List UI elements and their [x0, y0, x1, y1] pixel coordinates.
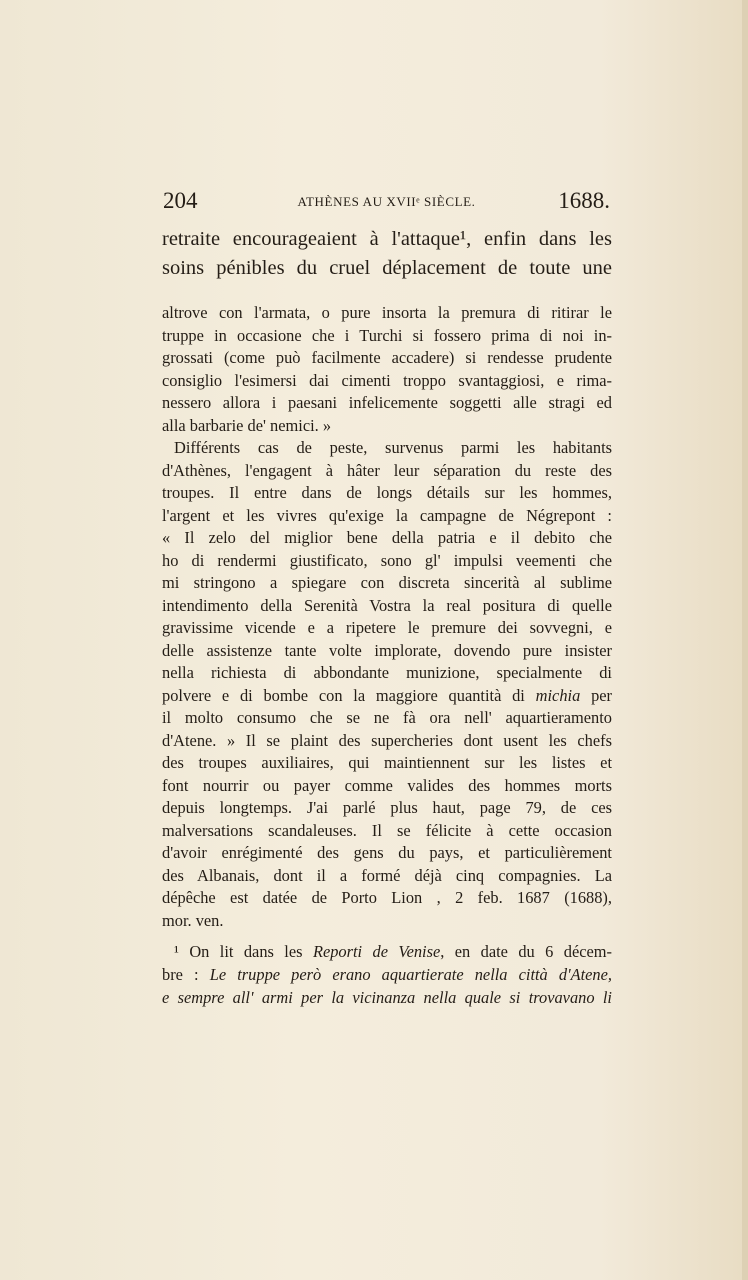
body-line: Différents cas de peste, survenus parmi les habitants	[174, 438, 612, 457]
body-line	[162, 685, 612, 708]
body-line: delle assistenze tante volte implorate, dovendo pure insister	[162, 640, 612, 660]
body-line: des Albanais, dont il a formé déjà cinq compagnies. La	[162, 865, 612, 885]
body-line-end: per	[591, 685, 612, 705]
body-line: alla barbarie de' nemici. »	[162, 415, 332, 435]
body-line: truppe in occasione che i Turchi si fossero prima di noi in-	[162, 325, 612, 345]
footnote-line	[162, 940, 612, 963]
body-line: « Il zelo del miglior bene della patria e il debito che	[162, 528, 612, 547]
body-line: font nourrir ou payer comme valides des hommes morts	[162, 775, 612, 795]
footnote-italic: Reporti de Venise	[312, 942, 441, 961]
running-title: ATHÈNES AU XVIIᵉ SIÈCLE.	[297, 194, 476, 209]
footnote	[162, 940, 612, 1009]
body-line: l'argent et les vivres qu'exige la campagne de Négrepont :	[162, 505, 612, 525]
body-line: intendimento della Serenità Vostra la real positura di quelle	[162, 595, 612, 615]
running-header	[163, 188, 610, 218]
body-line: consiglio l'esimersi dai cimenti troppo svantaggiosi, e rima-	[162, 370, 612, 390]
main-text-line: soins pénibles du cruel déplacement de toute une	[162, 257, 612, 279]
body-line: il molto consumo che se ne fà ora nell' aquartieramento	[162, 708, 612, 727]
body-line: d'Atene. » Il se plaint des supercheries dont usent les chefs	[162, 730, 612, 750]
body-line: des troupes auxiliaires, qui maintiennent sur les listes et	[162, 753, 612, 772]
body-line: d'avoir enrégimenté des gens du pays, et particulièrement	[162, 843, 612, 862]
footnote-line	[162, 986, 612, 1009]
page-edge	[742, 0, 748, 1280]
body-line: dépêche est datée de Porto Lion , 2 feb. 1687 (1688),	[162, 888, 612, 907]
footnote-text: bre :	[162, 965, 199, 984]
footnote-italic: Le truppe però erano aquartierate nella città d'Atene,	[209, 965, 612, 984]
body-line: nessero allora i paesani infelicemente soggetti alle stragi ed	[162, 393, 612, 412]
body-line: malversations scandaleuses. Il se félicite à cette occasion	[162, 820, 612, 840]
header-year: 1688.	[558, 188, 610, 213]
footnote-text: , en date du 6 décem-	[440, 942, 612, 961]
body-line: mi stringono a spiegare con discreta sincerità al sublime	[162, 573, 612, 592]
body-line: d'Athènes, l'engagent à hâter leur séparation du reste des	[162, 460, 612, 480]
body-line-start: polvere e di bombe con la maggiore quantità di	[162, 685, 525, 705]
page-number: 204	[163, 188, 198, 213]
body-line: troupes. Il entre dans de longs détails sur les hommes,	[162, 483, 612, 502]
body-line: grossati (come può facilmente accadere) si rendesse prudente	[162, 348, 612, 367]
quoted-body-text	[162, 302, 612, 932]
body-line: gravissime vicende e a ripetere le premure dei sovvegni, e	[162, 618, 612, 637]
italic-word: michia	[535, 685, 581, 705]
footnote-line	[162, 963, 612, 986]
body-line: nella richiesta di abbondante munizione, specialmente di	[162, 663, 612, 682]
body-line: altrove con l'armata, o pure insorta la premura di ritirar le	[162, 303, 612, 322]
main-text	[162, 225, 612, 283]
body-line: depuis longtemps. J'ai parlé plus haut, page 79, de ces	[162, 798, 612, 817]
main-text-line: retraite encourageaient à l'attaque¹, enfin dans les	[162, 228, 612, 250]
footnote-text: On lit dans les	[189, 942, 303, 961]
footnote-marker: ¹	[174, 942, 179, 961]
body-line: ho di rendermi giustificato, sono gl' impulsi veementi che	[162, 550, 612, 570]
footnote-italic: e sempre all' armi per la vicinanza nella quale si trovavano li	[162, 988, 612, 1007]
body-line: mor. ven.	[162, 910, 224, 930]
